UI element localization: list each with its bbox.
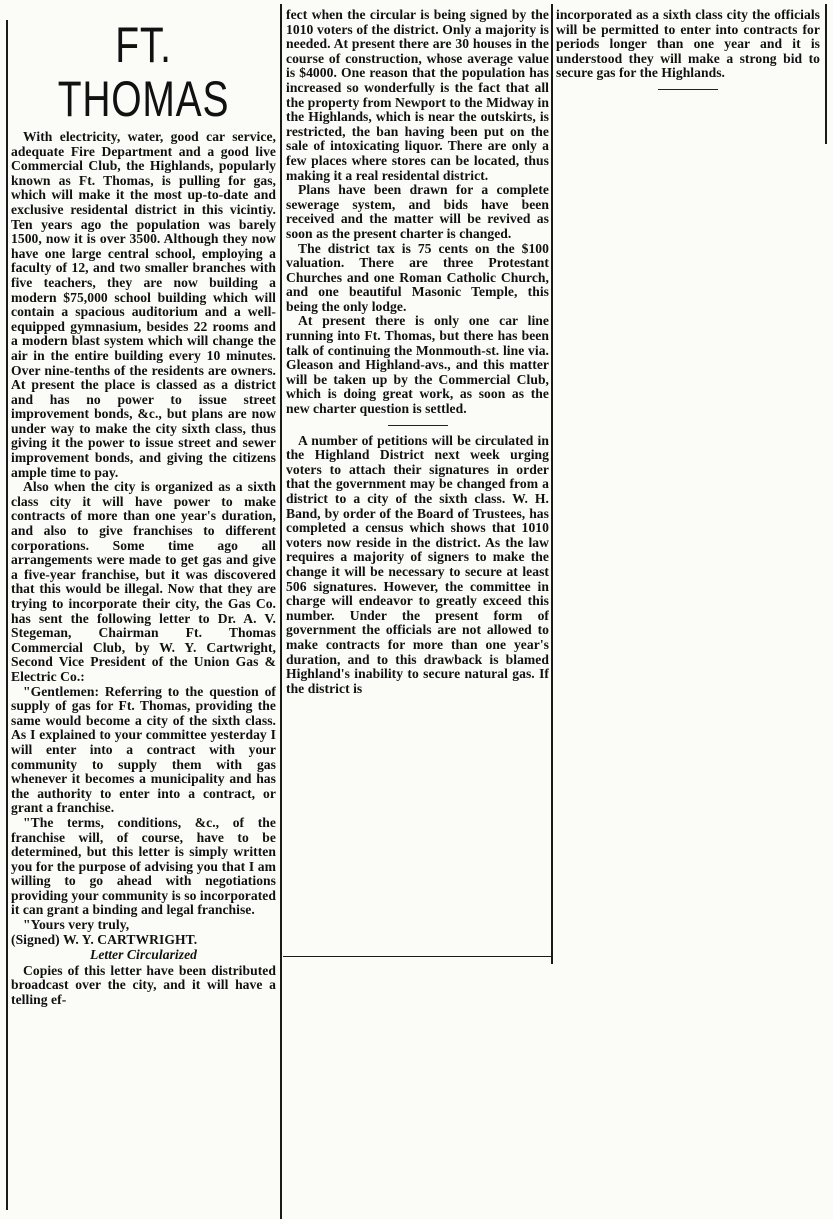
- paragraph: fect when the circular is being signed by the 1010 voters of the district. Only a majority is needed. At present there are 30 houses in the course of construction, whose average value is $4000. One reason that the population has increased so wonderfully is the fact that all the property from Newport to the Midway in the Highlands, which is near the outskirts, is restricted, the ban having been put on the sale of intoxicating liquor. There are only a few places where stores can be located, thus making it a real residental district.: [286, 7, 549, 183]
- column-1: [11, 8, 276, 1008]
- column-2: [286, 8, 549, 696]
- paragraph: With electricity, water, good car service, adequate Fire Department and a good live Commercial Club, the Highlands, popularly known as Ft. Thomas, is pulling for gas, which will make it the most up-to-date and exclusive residental district in this vicintiy. Ten years ago the population was barely 1500, now it is over 3500. Although they now have one large central school, employing a faculty of 12, and two smaller branches with five teachers, they are now building a modern $75,000 school building which will contain a spacious auditorium and a well-equipped gymnasium, besides 22 rooms and a modern blast system which will change the air in the entire building every 10 minutes. Over nine-tenths of the residents are owners. At present the place is classed as a district and has no power to issue street improvement bonds, &c., but plans are now under way to make the city sixth class, thus giving it the power to issue street and sewer improvement bonds, and giving the citizens ample time to pay.: [11, 129, 276, 480]
- column-2-bottom-rule: [283, 956, 551, 957]
- paragraph: The district tax is 75 cents on the $100 valuation. There are three Protestant Churches and one Roman Catholic Church, and one beautiful Masonic Temple, this being the only lodge.: [286, 240, 549, 314]
- paragraph: Copies of this letter have been distributed broadcast over the city, and it will have a telling ef-: [11, 962, 276, 1008]
- paragraph: A number of petitions will be circulated in the Highland District next week urging voters to attach their signatures in order that the government may be changed from a district to a city of the sixth class. W. H. Band, by order of the Board of Trustees, has completed a census which shows that 1010 voters now reside in the district. As the law requires a majority of signers to make the change it will be necessary to secure at least 506 signatures. However, the committee in charge will endeavor to greatly exceed this number. Under the present form of government the officials are not allowed to make contracts for more than one year's duration, and to this drawback is blamed Highland's inability to secure natural gas. If the district is: [286, 432, 549, 696]
- paragraph: "Gentlemen: Referring to the question of supply of gas for Ft. Thomas, providing the same would become a city of the sixth class. As I explained to your committee yesterday I will enter into a contract with your community to supply them with gas whenever it becomes a municipality and has the authority to enter into a contract, or grant a franchise.: [11, 683, 276, 816]
- paragraph: Plans have been drawn for a complete sewerage system, and bids have been received and the matter will be revived as soon as the present charter is changed.: [286, 182, 549, 241]
- paragraph: incorporated as a sixth class city the officials will be permitted to enter into contracts for periods longer than one year and it is understood they will make a strong bid to secure gas for the Highlands.: [556, 7, 820, 81]
- left-margin-rule: [6, 20, 8, 1210]
- paragraph: "The terms, conditions, &c., of the franchise will, of course, have to be determined, but this letter is simply written you for the purpose of advising you that I am willing to go ahead with negotiations providing your community is so incorporated it can grant a binding and legal franchise.: [11, 814, 276, 918]
- column-rule-1: [280, 4, 282, 1219]
- paragraph: Also when the city is organized as a sixth class city it will have power to make contracts of more than one year's duration, and also to give franchises to different corporations. Some time ago all arrangements were made to get gas and give a five-year franchise, but it was discovered that this would be illegal. Now that they are trying to incorporate their city, the Gas Co. has sent the following letter to Dr. A. V. Stegeman, Chairman Ft. Thomas Commercial Club, by W. Y. Cartwright, Second Vice President of the Union Gas & Electric Co.:: [11, 479, 276, 684]
- paragraph: "Yours very truly,: [23, 917, 130, 933]
- signature: (Signed) W. Y. CARTWRIGHT.: [11, 931, 198, 947]
- column-3: [556, 8, 820, 98]
- column-rule-2: [551, 4, 553, 964]
- subhead: Letter Circularized: [89, 947, 198, 963]
- column-rule-3: [825, 4, 827, 144]
- article-divider: [388, 425, 448, 426]
- headline: FT. THOMAS: [57, 17, 230, 127]
- paragraph: At present there is only one car line running into Ft. Thomas, but there has been talk of continuing the Monmouth-st. line via. Gleason and Highland-avs., and this matter will be taken up by the Commercial Club, which is doing great work, as soon as the new charter question is settled.: [286, 313, 549, 417]
- article-end-divider: [658, 89, 718, 90]
